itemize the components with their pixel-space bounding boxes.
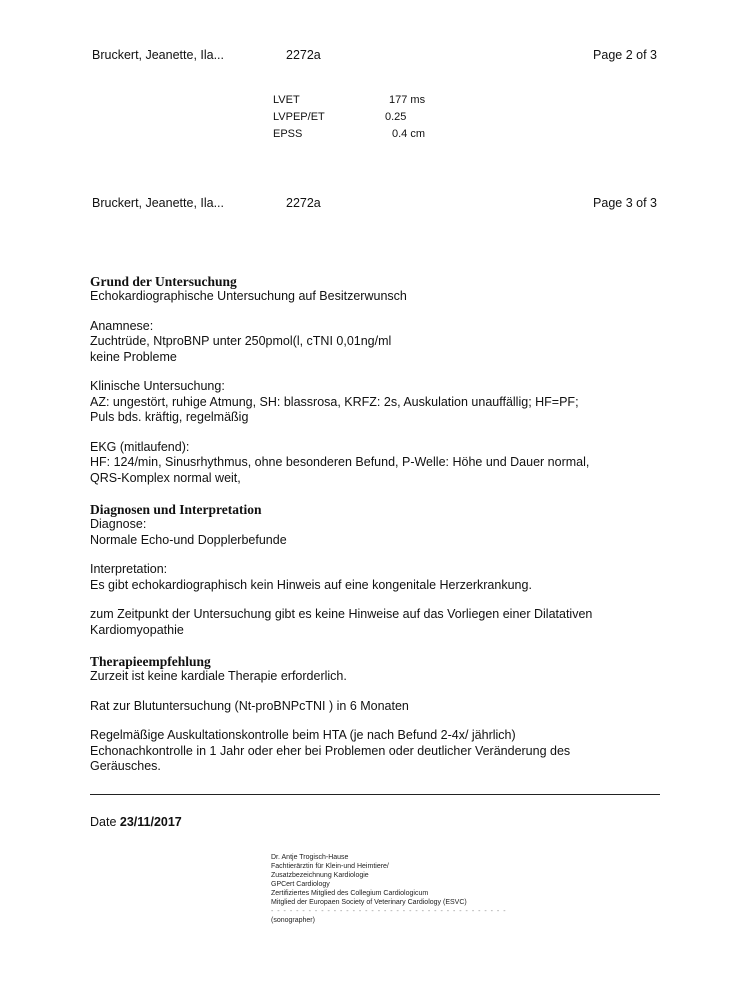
report-date [90, 815, 182, 829]
kontrolle-line: Geräusches. [90, 759, 161, 773]
signature-dotted-line: - - - - - - - - - - - - - - - - - - - - - - - - - - - - - - - - - - - - - - [271, 908, 507, 915]
ekg-line: HF: 124/min, Sinusrhythmus, ohne besonderen Befund, P-Welle: Höhe und Dauer normal, [90, 455, 590, 469]
page-number: Page 2 of 3 [593, 48, 657, 62]
measurement-label: EPSS [273, 128, 303, 140]
grund-text: Echokardiographische Untersuchung auf Besitzerwunsch [90, 289, 407, 303]
anamnese-label: Anamnese: [90, 318, 154, 333]
measurement-label: LVPEP/ET [273, 111, 325, 123]
zeitpunkt-line: Kardiomyopathie [90, 622, 184, 637]
measurement-label: LVET [273, 94, 300, 106]
divider [90, 794, 660, 795]
signature-line: Zertifiziertes Mitglied des Collegium Cardiologicum [271, 890, 429, 897]
signature-line: Zusatzbezeichnung Kardiologie [271, 872, 369, 879]
signature-line: Fachtierärztin für Klein-und Heimtiere/ [271, 863, 389, 870]
zeitpunkt-line: zum Zeitpunkt der Untersuchung gibt es keine Hinweise auf das Vorliegen einer Dilatativen [90, 607, 593, 621]
therapie-text: Zurzeit ist keine kardiale Therapie erforderlich. [90, 669, 347, 683]
anamnese-line: keine Probleme [90, 349, 177, 364]
blutuntersuchung-text: Rat zur Blutuntersuchung (Nt-proBNPcTNI ) in 6 Monaten [90, 698, 409, 713]
signature-role: (sonographer) [271, 917, 315, 924]
anamnese-line: Zuchtrüde, NtproBNP unter 250pmol(l, cTNI 0,01ng/ml [90, 334, 392, 348]
page3-header [92, 196, 657, 212]
kontrolle-line: Regelmäßige Auskultationskontrolle beim HTA (je nach Befund 2-4x/ jährlich) [90, 728, 516, 742]
section-title-diagnosen: Diagnosen und Interpretation [90, 502, 262, 517]
report-body [90, 274, 670, 775]
page2-header [92, 48, 657, 64]
patient-code: 2272a [286, 48, 321, 62]
date-value: 23/11/2017 [119, 815, 182, 829]
klinisch-line: AZ: ungestört, ruhige Atmung, SH: blassrosa, KRFZ: 2s, Auskulation unauffällig; HF=PF; [90, 394, 579, 409]
interpretation-label: Interpretation: [90, 562, 168, 576]
measurement-row [273, 126, 433, 143]
signature-line: GPCert Cardiology [271, 881, 330, 888]
measurement-value: 177 ms [389, 94, 426, 106]
measurement-row [273, 92, 433, 109]
ekg-label: EKG (mitlaufend): [90, 439, 190, 454]
measurement-row [273, 109, 433, 126]
patient-code: 2272a [286, 196, 321, 210]
patient-name: Bruckert, Jeanette, Ila... [92, 48, 225, 62]
signature-line: Dr. Antje Trogisch-Hause [271, 854, 349, 861]
ekg-line: QRS-Komplex normal weit, [90, 470, 241, 485]
klinisch-line: Puls bds. kräftig, regelmäßig [90, 410, 249, 424]
signature-line: Mitglied der Europaen Society of Veterinary Cardiology (ESVC) [271, 899, 467, 906]
kontrolle-line: Echonachkontrolle in 1 Jahr oder eher bei Problemen oder deutlicher Veränderung des [90, 743, 571, 758]
date-label: Date [90, 815, 120, 829]
measurement-value: 0.25 [385, 111, 407, 123]
diagnose-text: Normale Echo-und Dopplerbefunde [90, 532, 287, 547]
section-title-therapie: Therapieempfehlung [90, 654, 211, 669]
measurement-value: 0.4 cm [392, 128, 426, 140]
diagnose-label: Diagnose: [90, 517, 147, 531]
signature-block [271, 853, 507, 925]
interpretation-text: Es gibt echokardiographisch kein Hinweis auf eine kongenitale Herzerkrankung. [90, 577, 532, 592]
page-number: Page 3 of 3 [593, 196, 657, 210]
patient-name: Bruckert, Jeanette, Ila... [92, 196, 225, 210]
measurements-table [273, 92, 433, 143]
section-title-grund: Grund der Untersuchung [90, 274, 237, 289]
klinisch-label: Klinische Untersuchung: [90, 379, 225, 393]
